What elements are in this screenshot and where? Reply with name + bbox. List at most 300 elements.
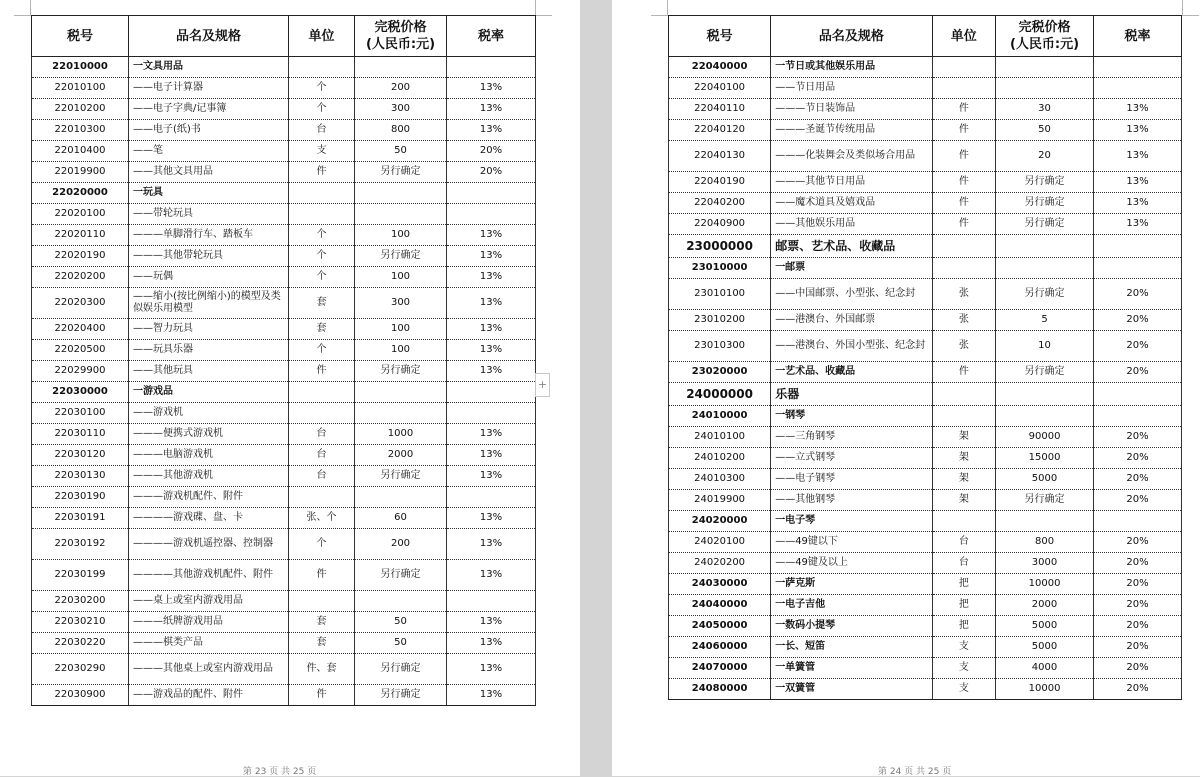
crop-mark bbox=[14, 15, 30, 16]
cell-unit: 支 bbox=[932, 658, 995, 679]
cell-rate bbox=[1094, 511, 1182, 532]
cell-unit: 件 bbox=[932, 214, 995, 235]
cell-code: 22030900 bbox=[32, 685, 129, 706]
cell-price bbox=[995, 406, 1093, 427]
cell-price: 2000 bbox=[995, 595, 1093, 616]
cell-unit: 架 bbox=[932, 448, 995, 469]
cell-price: 另行确定 bbox=[355, 466, 447, 487]
table-row bbox=[669, 279, 1182, 310]
crop-mark bbox=[30, 0, 31, 16]
table-body-left bbox=[32, 57, 536, 706]
cell-name: ——中国邮票、小型张、纪念封 bbox=[771, 279, 932, 310]
cell-unit bbox=[289, 403, 355, 424]
cell-name: ——电子钢琴 bbox=[771, 469, 932, 490]
cell-code: 24010300 bbox=[669, 469, 771, 490]
table-row bbox=[669, 362, 1182, 383]
cell-code: 22030191 bbox=[32, 508, 129, 529]
cell-price: 50 bbox=[355, 633, 447, 654]
cell-unit: 把 bbox=[932, 616, 995, 637]
cell-rate: 13% bbox=[1094, 193, 1182, 214]
cell-rate: 13% bbox=[447, 424, 536, 445]
cell-code: 24080000 bbox=[669, 679, 771, 700]
cell-price: 2000 bbox=[355, 445, 447, 466]
cell-price bbox=[995, 258, 1093, 279]
table-row bbox=[669, 448, 1182, 469]
cell-name: ——缩小(按比例缩小)的模型及类似娱乐用模型 bbox=[129, 288, 289, 319]
cell-name: ———其他桌上或室内游戏用品 bbox=[129, 654, 289, 685]
cell-name: ——桌上或室内游戏用品 bbox=[129, 591, 289, 612]
cell-rate: 13% bbox=[447, 78, 536, 99]
cell-code: 22019900 bbox=[32, 162, 129, 183]
table-row bbox=[669, 57, 1182, 78]
cell-price: 5 bbox=[995, 310, 1093, 331]
page-footer-left: 第 23 页 共 25 页 bbox=[243, 767, 317, 777]
cell-code: 24000000 bbox=[669, 383, 771, 406]
cell-name: ——其他玩具 bbox=[129, 361, 289, 382]
table-row bbox=[669, 99, 1182, 120]
cell-code: 24060000 bbox=[669, 637, 771, 658]
table-row bbox=[669, 553, 1182, 574]
cell-price: 10 bbox=[995, 331, 1093, 362]
cell-name: 一文具用品 bbox=[129, 57, 289, 78]
cell-price bbox=[995, 57, 1093, 78]
cell-rate: 20% bbox=[1094, 469, 1182, 490]
table-header-row bbox=[32, 16, 536, 57]
header-price-line1: 完税价格 bbox=[1018, 20, 1071, 35]
cell-price: 5000 bbox=[995, 637, 1093, 658]
cell-rate: 13% bbox=[447, 120, 536, 141]
cell-code: 24010200 bbox=[669, 448, 771, 469]
cell-name: ——其他钢琴 bbox=[771, 490, 932, 511]
cell-rate: 13% bbox=[447, 246, 536, 267]
cell-code: 22020200 bbox=[32, 267, 129, 288]
cell-unit: 套 bbox=[289, 633, 355, 654]
cell-name: ——电子字典/记事簿 bbox=[129, 99, 289, 120]
cell-name: 一长、短笛 bbox=[771, 637, 932, 658]
cell-code: 23020000 bbox=[669, 362, 771, 383]
cell-unit: 个 bbox=[289, 225, 355, 246]
table-row bbox=[669, 120, 1182, 141]
cell-rate: 20% bbox=[1094, 279, 1182, 310]
table-row bbox=[32, 141, 536, 162]
cell-code: 22040100 bbox=[669, 78, 771, 99]
cell-unit: 件 bbox=[932, 172, 995, 193]
table-row bbox=[32, 424, 536, 445]
cell-rate: 20% bbox=[1094, 595, 1182, 616]
cell-unit: 个 bbox=[289, 246, 355, 267]
cell-rate bbox=[1094, 235, 1182, 258]
cell-price: 15000 bbox=[995, 448, 1093, 469]
cell-unit: 件 bbox=[932, 193, 995, 214]
cell-unit bbox=[289, 204, 355, 225]
cell-code: 22030192 bbox=[32, 529, 129, 560]
cell-price: 50 bbox=[355, 141, 447, 162]
table-body-right bbox=[669, 57, 1182, 700]
header-price-line2: (人民币:元) bbox=[1009, 37, 1080, 52]
cell-rate: 13% bbox=[1094, 172, 1182, 193]
cell-code: 24030000 bbox=[669, 574, 771, 595]
cell-unit bbox=[289, 57, 355, 78]
cell-name: ——电子(纸)书 bbox=[129, 120, 289, 141]
cell-rate: 13% bbox=[447, 633, 536, 654]
cell-code: 22040120 bbox=[669, 120, 771, 141]
cell-unit bbox=[932, 383, 995, 406]
cell-name: ———游戏机配件、附件 bbox=[129, 487, 289, 508]
cell-code: 22040200 bbox=[669, 193, 771, 214]
cell-price: 30 bbox=[995, 99, 1093, 120]
table-row bbox=[669, 331, 1182, 362]
cell-unit bbox=[289, 591, 355, 612]
cell-code: 22010000 bbox=[32, 57, 129, 78]
header-code: 税号 bbox=[669, 16, 771, 57]
cell-code: 23010000 bbox=[669, 258, 771, 279]
cell-name: ——其他文具用品 bbox=[129, 162, 289, 183]
cell-rate: 20% bbox=[1094, 532, 1182, 553]
cell-unit: 个 bbox=[289, 340, 355, 361]
table-row bbox=[32, 99, 536, 120]
cell-unit bbox=[932, 78, 995, 99]
cell-rate: 13% bbox=[447, 685, 536, 706]
table-row bbox=[669, 406, 1182, 427]
cell-price: 300 bbox=[355, 99, 447, 120]
cell-name: ——带轮玩具 bbox=[129, 204, 289, 225]
cell-price: 300 bbox=[355, 288, 447, 319]
cell-name: 一邮票 bbox=[771, 258, 932, 279]
cell-price: 100 bbox=[355, 225, 447, 246]
cell-code: 22030120 bbox=[32, 445, 129, 466]
cell-rate bbox=[447, 204, 536, 225]
table-row bbox=[32, 466, 536, 487]
cell-rate bbox=[447, 591, 536, 612]
cell-price bbox=[355, 591, 447, 612]
cell-code: 22020110 bbox=[32, 225, 129, 246]
cell-name: 邮票、艺术品、收藏品 bbox=[771, 235, 932, 258]
table-row bbox=[669, 141, 1182, 172]
table-row bbox=[669, 616, 1182, 637]
cell-code: 22010400 bbox=[32, 141, 129, 162]
cell-name: ——游戏机 bbox=[129, 403, 289, 424]
cell-unit: 个 bbox=[289, 78, 355, 99]
cell-name: ———纸牌游戏用品 bbox=[129, 612, 289, 633]
cell-unit: 个 bbox=[289, 267, 355, 288]
cell-price: 3000 bbox=[995, 553, 1093, 574]
cell-name: ——玩偶 bbox=[129, 267, 289, 288]
cell-rate: 13% bbox=[447, 508, 536, 529]
cell-unit: 支 bbox=[289, 141, 355, 162]
cell-price: 10000 bbox=[995, 574, 1093, 595]
cell-unit: 张、个 bbox=[289, 508, 355, 529]
header-unit: 单位 bbox=[932, 16, 995, 57]
cell-rate: 13% bbox=[447, 288, 536, 319]
table-row bbox=[669, 490, 1182, 511]
cell-unit: 件 bbox=[289, 560, 355, 591]
table-row bbox=[32, 654, 536, 685]
cell-unit: 张 bbox=[932, 279, 995, 310]
cell-name: ———节日装饰品 bbox=[771, 99, 932, 120]
cell-name: ——魔术道具及嬉戏品 bbox=[771, 193, 932, 214]
cell-code: 22020000 bbox=[32, 183, 129, 204]
crop-mark bbox=[536, 15, 552, 16]
cell-price bbox=[995, 511, 1093, 532]
cell-price: 800 bbox=[355, 120, 447, 141]
cell-code: 24010100 bbox=[669, 427, 771, 448]
table-row bbox=[32, 361, 536, 382]
cell-name: 一玩具 bbox=[129, 183, 289, 204]
cell-unit: 件 bbox=[932, 362, 995, 383]
cell-name: ——智力玩具 bbox=[129, 319, 289, 340]
cell-rate: 20% bbox=[447, 162, 536, 183]
cell-unit: 台 bbox=[289, 466, 355, 487]
page-footer-right: 第 24 页 共 25 页 bbox=[878, 767, 952, 777]
table-row bbox=[669, 78, 1182, 99]
cell-price: 另行确定 bbox=[995, 214, 1093, 235]
header-rate: 税率 bbox=[447, 16, 536, 57]
crop-mark bbox=[667, 0, 668, 16]
cell-code: 22040000 bbox=[669, 57, 771, 78]
cell-rate: 13% bbox=[447, 654, 536, 685]
cell-unit: 个 bbox=[289, 99, 355, 120]
cell-rate: 20% bbox=[1094, 574, 1182, 595]
cell-price: 1000 bbox=[355, 424, 447, 445]
cell-price: 另行确定 bbox=[355, 361, 447, 382]
document-page-right bbox=[612, 0, 1200, 776]
header-price bbox=[355, 16, 447, 57]
cell-price: 800 bbox=[995, 532, 1093, 553]
cell-rate: 20% bbox=[1094, 637, 1182, 658]
table-row bbox=[32, 382, 536, 403]
cell-price: 100 bbox=[355, 319, 447, 340]
table-row bbox=[32, 267, 536, 288]
cell-code: 22040110 bbox=[669, 99, 771, 120]
table-row bbox=[669, 235, 1182, 258]
cell-price: 5000 bbox=[995, 469, 1093, 490]
cell-rate bbox=[447, 487, 536, 508]
cell-code: 22020190 bbox=[32, 246, 129, 267]
cell-unit bbox=[932, 235, 995, 258]
cell-code: 22030100 bbox=[32, 403, 129, 424]
table-row bbox=[32, 246, 536, 267]
cell-rate bbox=[1094, 57, 1182, 78]
cell-unit: 支 bbox=[932, 637, 995, 658]
cell-rate: 20% bbox=[1094, 331, 1182, 362]
cell-price: 100 bbox=[355, 340, 447, 361]
cell-name: 乐器 bbox=[771, 383, 932, 406]
cell-name: ————游戏机遥控器、控制器 bbox=[129, 529, 289, 560]
table-row bbox=[669, 427, 1182, 448]
cell-rate bbox=[447, 183, 536, 204]
cell-code: 22020500 bbox=[32, 340, 129, 361]
cell-rate: 13% bbox=[447, 340, 536, 361]
cell-code: 24070000 bbox=[669, 658, 771, 679]
cell-code: 22020100 bbox=[32, 204, 129, 225]
cell-code: 22030220 bbox=[32, 633, 129, 654]
cell-rate bbox=[447, 382, 536, 403]
cell-rate: 13% bbox=[447, 361, 536, 382]
cell-rate: 13% bbox=[447, 560, 536, 591]
cell-unit: 件、套 bbox=[289, 654, 355, 685]
cell-code: 22040130 bbox=[669, 141, 771, 172]
cell-name: ——三角钢琴 bbox=[771, 427, 932, 448]
header-rate: 税率 bbox=[1094, 16, 1182, 57]
cell-name: 一节日或其他娱乐用品 bbox=[771, 57, 932, 78]
table-row bbox=[32, 340, 536, 361]
cell-name: ——港澳台、外国邮票 bbox=[771, 310, 932, 331]
cell-price: 50 bbox=[995, 120, 1093, 141]
cell-code: 24019900 bbox=[669, 490, 771, 511]
cell-code: 22030000 bbox=[32, 382, 129, 403]
table-row bbox=[32, 591, 536, 612]
table-row bbox=[32, 508, 536, 529]
cell-rate bbox=[447, 57, 536, 78]
cell-name: 一游戏品 bbox=[129, 382, 289, 403]
table-row bbox=[669, 193, 1182, 214]
cell-name: ——其他娱乐用品 bbox=[771, 214, 932, 235]
cell-code: 22040190 bbox=[669, 172, 771, 193]
cell-name: 一电子吉他 bbox=[771, 595, 932, 616]
cell-unit bbox=[289, 183, 355, 204]
cell-unit: 件 bbox=[932, 120, 995, 141]
cell-name: 一钢琴 bbox=[771, 406, 932, 427]
cell-name: ————游戏碟、盘、卡 bbox=[129, 508, 289, 529]
cell-name: 一双簧管 bbox=[771, 679, 932, 700]
header-unit: 单位 bbox=[289, 16, 355, 57]
cell-code: 22010200 bbox=[32, 99, 129, 120]
header-name: 品名及规格 bbox=[771, 16, 932, 57]
cell-price: 另行确定 bbox=[355, 162, 447, 183]
cell-unit: 件 bbox=[932, 99, 995, 120]
cell-rate: 20% bbox=[1094, 310, 1182, 331]
cell-name: ———电脑游戏机 bbox=[129, 445, 289, 466]
cell-code: 22030190 bbox=[32, 487, 129, 508]
cell-rate: 13% bbox=[1094, 141, 1182, 172]
table-row bbox=[669, 172, 1182, 193]
cell-rate bbox=[1094, 383, 1182, 406]
cell-unit: 台 bbox=[289, 424, 355, 445]
cell-price bbox=[355, 403, 447, 424]
cell-price: 4000 bbox=[995, 658, 1093, 679]
cell-price: 10000 bbox=[995, 679, 1093, 700]
table-row bbox=[32, 57, 536, 78]
cell-code: 23010100 bbox=[669, 279, 771, 310]
table-row bbox=[32, 120, 536, 141]
table-row bbox=[669, 574, 1182, 595]
table-row bbox=[32, 204, 536, 225]
table-header-row bbox=[669, 16, 1182, 57]
cell-price: 5000 bbox=[995, 616, 1093, 637]
cell-rate bbox=[447, 403, 536, 424]
cell-rate: 20% bbox=[1094, 362, 1182, 383]
table-row bbox=[669, 679, 1182, 700]
cell-rate: 13% bbox=[447, 529, 536, 560]
cell-unit: 件 bbox=[289, 361, 355, 382]
cell-name: ——笔 bbox=[129, 141, 289, 162]
cell-code: 23010300 bbox=[669, 331, 771, 362]
cell-price: 200 bbox=[355, 529, 447, 560]
cell-price bbox=[355, 57, 447, 78]
cell-rate: 13% bbox=[447, 99, 536, 120]
cell-unit: 把 bbox=[932, 595, 995, 616]
table-row bbox=[32, 633, 536, 654]
cell-unit: 张 bbox=[932, 310, 995, 331]
cell-code: 22020300 bbox=[32, 288, 129, 319]
tax-rate-table-left bbox=[31, 15, 536, 706]
cell-unit bbox=[932, 511, 995, 532]
crop-mark bbox=[1182, 0, 1183, 16]
cell-name: ———其他带轮玩具 bbox=[129, 246, 289, 267]
header-price-line1: 完税价格 bbox=[374, 20, 427, 35]
cell-price: 60 bbox=[355, 508, 447, 529]
cell-code: 22029900 bbox=[32, 361, 129, 382]
cell-price: 90000 bbox=[995, 427, 1093, 448]
cell-name: ———棋类产品 bbox=[129, 633, 289, 654]
add-page-button[interactable]: + bbox=[535, 373, 550, 397]
cell-rate: 20% bbox=[1094, 490, 1182, 511]
cell-rate: 20% bbox=[1094, 448, 1182, 469]
cell-unit: 台 bbox=[932, 532, 995, 553]
cell-price bbox=[355, 487, 447, 508]
cell-code: 22030200 bbox=[32, 591, 129, 612]
cell-code: 22010300 bbox=[32, 120, 129, 141]
cell-rate bbox=[1094, 78, 1182, 99]
cell-rate bbox=[1094, 406, 1182, 427]
cell-price: 另行确定 bbox=[355, 685, 447, 706]
cell-name: ——节日用品 bbox=[771, 78, 932, 99]
cell-unit bbox=[289, 382, 355, 403]
cell-code: 24020200 bbox=[669, 553, 771, 574]
cell-code: 22040900 bbox=[669, 214, 771, 235]
cell-rate: 13% bbox=[447, 612, 536, 633]
cell-unit: 套 bbox=[289, 319, 355, 340]
cell-price: 100 bbox=[355, 267, 447, 288]
cell-code: 23010200 bbox=[669, 310, 771, 331]
cell-price: 另行确定 bbox=[995, 172, 1093, 193]
cell-name: 一萨克斯 bbox=[771, 574, 932, 595]
table-row bbox=[32, 225, 536, 246]
cell-price: 另行确定 bbox=[355, 654, 447, 685]
cell-rate: 13% bbox=[1094, 99, 1182, 120]
header-price bbox=[995, 16, 1093, 57]
cell-code: 22010100 bbox=[32, 78, 129, 99]
cell-rate: 20% bbox=[1094, 553, 1182, 574]
cell-price bbox=[995, 235, 1093, 258]
cell-code: 22030130 bbox=[32, 466, 129, 487]
table-row bbox=[32, 183, 536, 204]
cell-code: 22030290 bbox=[32, 654, 129, 685]
table-row bbox=[669, 637, 1182, 658]
cell-code: 22020400 bbox=[32, 319, 129, 340]
cell-name: 一电子琴 bbox=[771, 511, 932, 532]
cell-rate: 13% bbox=[447, 445, 536, 466]
table-row bbox=[32, 685, 536, 706]
table-row bbox=[32, 560, 536, 591]
cell-code: 24010000 bbox=[669, 406, 771, 427]
cell-name: ————其他游戏机配件、附件 bbox=[129, 560, 289, 591]
crop-mark bbox=[1183, 15, 1199, 16]
cell-rate: 13% bbox=[447, 225, 536, 246]
cell-name: ———化装舞会及类似场合用品 bbox=[771, 141, 932, 172]
cell-unit: 件 bbox=[289, 685, 355, 706]
cell-unit bbox=[932, 258, 995, 279]
table-row bbox=[32, 403, 536, 424]
cell-unit: 架 bbox=[932, 469, 995, 490]
cell-name: 一单簧管 bbox=[771, 658, 932, 679]
cell-name: ——游戏品的配件、附件 bbox=[129, 685, 289, 706]
cell-code: 23000000 bbox=[669, 235, 771, 258]
cell-unit: 支 bbox=[932, 679, 995, 700]
cell-price bbox=[355, 204, 447, 225]
cell-name: ———单脚滑行车、踏板车 bbox=[129, 225, 289, 246]
cell-unit: 张 bbox=[932, 331, 995, 362]
